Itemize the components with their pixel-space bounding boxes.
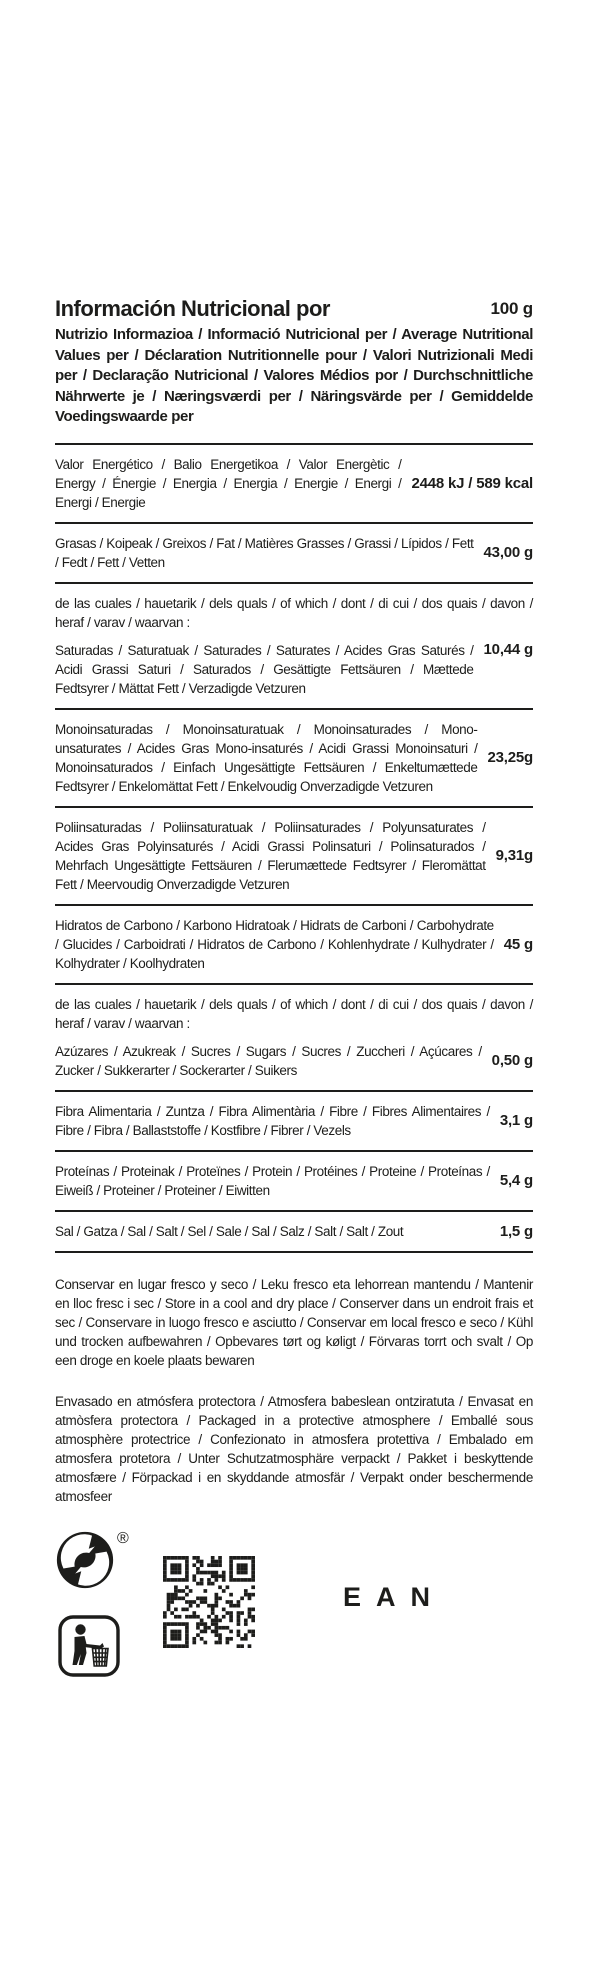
title-row xyxy=(55,296,533,322)
table-row-salt xyxy=(55,1222,533,1241)
label-carbohydrate: Hidratos de Carbono / Karbono Hidratoak / Hidrats de Carboni / Carbohydrate / Glucides / Carboidrati / Hidratos de Carbono / Kohlenhydrate / Kulhydrater / Kolhydrater / Koolhydraten xyxy=(55,917,494,971)
section-fibre xyxy=(55,1090,533,1150)
label-content xyxy=(55,296,533,1710)
packaging-marks xyxy=(55,1530,533,1710)
label-energy: Valor Energético / Balio Energetikoa / Valor Energètic / Energy / Énergie / Energia / Energia / Energie / Energi / Energi / Energie xyxy=(55,456,402,510)
label-monounsaturated-fat: Monoinsaturadas / Monoinsaturatuak / Monoinsaturades / Mono-unsaturates / Acides Gras Mono-insaturés / Acidi Grassi Monoinsaturi / Monoinsaturados / Einfach Ungesättigte Fettsäuren / Enkeltumættede Fedtsyrer / Enkelomättat Fett / Enkelvoudig Onverzadigde Vetzuren xyxy=(55,721,478,794)
table-row-monounsaturated-fat xyxy=(55,720,533,796)
green-dot-recycling-icon xyxy=(55,1530,115,1590)
value-fibre: 3,1 g xyxy=(499,1112,533,1129)
table-row-fibre xyxy=(55,1102,533,1140)
value-monounsaturated-fat: 23,25g xyxy=(487,749,533,766)
table-row-sugars xyxy=(55,1042,533,1080)
label-sugars: Azúzares / Azukreak / Sucres / Sugars / Sucres / Zuccheri / Açúcares / Zucker / Sukkerarter / Sockerarter / Suikers xyxy=(55,1043,482,1078)
label-salt: Sal / Gatza / Sal / Salt / Sel / Sale / Sal / Salz / Salt / Salt / Zout xyxy=(55,1223,404,1239)
atmosphere-note: Envasado en atmósfera protectora / Atmosfera babeslean ontziratuta / Envasat en atmòsfera protectora / Packaged in a protective atmosphere / Emballé sous atmosphère protectrice / Confezionato in atmosfera protettiva / Embalado em atmosfera protetora / Unter Schutzatmosphäre verpackt / Pakket i beskyttende atmosfære / Förpackad i en skyddande atmosfär / Verpakt onder beschermende atmosfeer xyxy=(55,1393,533,1504)
value-saturated-fat: 10,44 g xyxy=(483,640,533,658)
value-protein: 5,4 g xyxy=(499,1172,533,1189)
label-polyunsaturated-fat: Poliinsaturadas / Poliinsaturatuak / Poliinsaturades / Polyunsaturates / Acides Gras Polyinsaturés / Acidi Grassi Polinsaturi / Polinsaturados / Mehrfach Ungesättigte Fettsäuren / Flerumættede Fedtsyrer / Fleromättat Fett / Meervoudig Onverzadigde Vetzuren xyxy=(55,819,486,892)
section-carbohydrate-of-which xyxy=(55,983,533,1090)
section-monounsaturated xyxy=(55,708,533,806)
registered-trademark-icon: ® xyxy=(117,1529,129,1547)
qr-code-icon xyxy=(163,1556,255,1648)
table-row-energy xyxy=(55,455,533,512)
value-polyunsaturated-fat: 9,31g xyxy=(495,847,533,864)
section-polyunsaturated xyxy=(55,806,533,904)
value-sugars: 0,50 g xyxy=(491,1052,533,1069)
page-title: Información Nutricional por xyxy=(55,296,330,321)
nutrition-table xyxy=(55,443,533,1253)
section-protein xyxy=(55,1150,533,1210)
label-fibre: Fibra Alimentaria / Zuntza / Fibra Alimentària / Fibre / Fibres Alimentaires / Fibre / Fibra / Ballaststoffe / Kostfibre / Fibrer / Vezels xyxy=(55,1103,490,1138)
label-of-which-fat: de las cuales / hauetarik / dels quals / of which / dont / di cui / dos quais / davon / heraf / varav / waarvan : xyxy=(55,595,533,630)
table-row-protein xyxy=(55,1162,533,1200)
section-fat-of-which xyxy=(55,582,533,708)
label-protein: Proteínas / Proteinak / Proteïnes / Protein / Protéines / Proteine / Proteínas / Eiweiß / Proteiner / Proteiner / Eiwitten xyxy=(55,1163,490,1198)
label-saturated-fat: Saturadas / Saturatuak / Saturades / Saturates / Acides Gras Saturés / Acidi Grassi Saturi / Saturados / Gesättigte Fettsäuren / Mættede Fedtsyrer / Mättat Fett / Verzadigde Vetzuren xyxy=(55,642,474,696)
label-fat: Grasas / Koipeak / Greixos / Fat / Matières Grasses / Grassi / Lípidos / Fett / Fedt / Fett / Vetten xyxy=(55,535,474,570)
table-row-carbohydrate xyxy=(55,916,533,973)
storage-note: Conservar en lugar fresco y seco / Leku fresco eta lehorrean mantendu / Mantenir en lloc fresc i sec / Store in a cool and dry place / Conserver dans un endroit frais et sec / Conservare in luogo fresco e asciutto / Conservar em local fresco e seco / Kühl und trocken aufbewahren / Opbevares tørt og køligt / Förvaras torrt och svalt / Op een droge en koele plaats bewaren xyxy=(55,1276,533,1368)
table-row-polyunsaturated-fat xyxy=(55,818,533,894)
label-of-which-carbohydrate: de las cuales / hauetarik / dels quals / of which / dont / di cui / dos quais / davon / heraf / varav / waarvan : xyxy=(55,996,533,1031)
ean-label: EAN xyxy=(343,1581,446,1612)
section-energy xyxy=(55,443,533,522)
value-energy: 2448 kJ / 589 kcal xyxy=(411,474,533,492)
value-fat: 43,00 g xyxy=(483,544,533,561)
serving-size: 100 g xyxy=(490,299,533,318)
value-carbohydrate: 45 g xyxy=(503,935,533,953)
table-row-of-which-fat xyxy=(55,594,533,632)
tidy-man-disposal-icon xyxy=(57,1614,121,1678)
table-row-fat xyxy=(55,534,533,572)
section-salt xyxy=(55,1210,533,1251)
section-fat xyxy=(55,522,533,582)
section-carbohydrate xyxy=(55,904,533,983)
title-translations: Nutrizio Informazioa / Informació Nutricional per / Average Nutritional Values per / Déclaration Nutritionnelle pour / Valori Nutrizionali Medi per / Declaração Nutricional / Valores Médios por / Durchschnittliche Nährwerte je / Næringsværdi per / Näringsvärde per / Gemiddelde Voedingswaarde per xyxy=(55,326,533,425)
table-row-of-which-carbohydrate xyxy=(55,995,533,1033)
value-salt: 1,5 g xyxy=(499,1222,533,1240)
table-row-saturated-fat xyxy=(55,641,533,698)
